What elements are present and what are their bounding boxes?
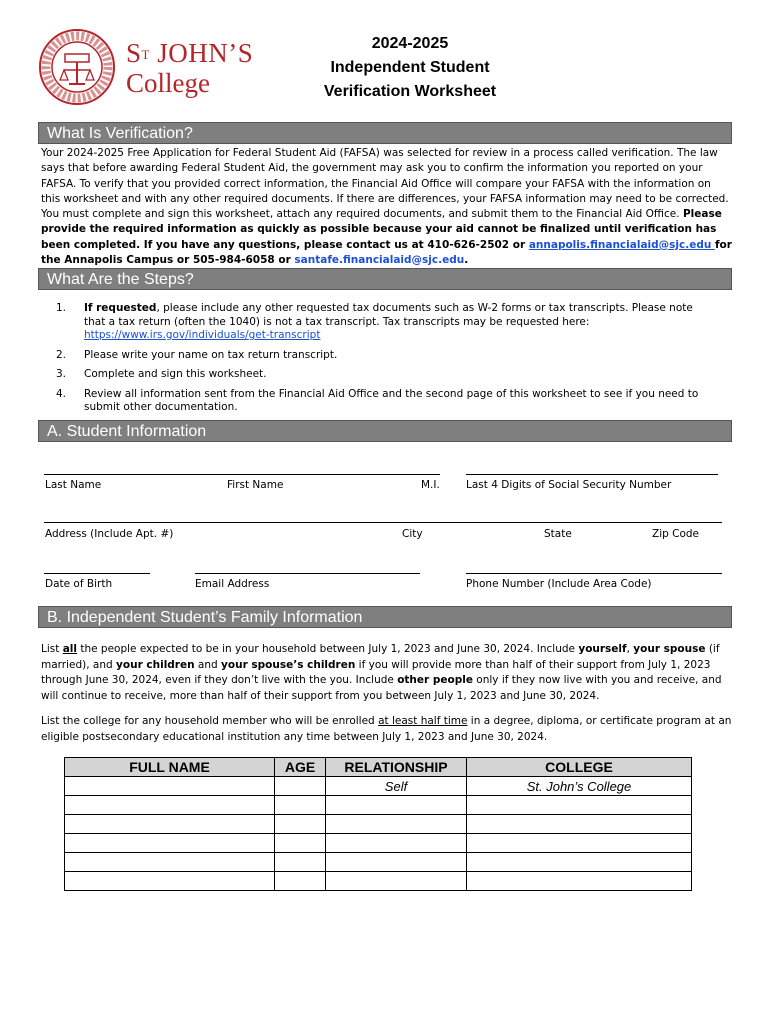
verification-bold-2: for the Annapolis Campus or 505-984-6058 or [41, 238, 732, 267]
step-text: Review all information sent from the Financial Aid Office and the second page of this worksheet to see if you need to submit other documentation. [84, 387, 699, 413]
zip-label: Zip Code [652, 528, 699, 540]
family-emphasis: your spouse [633, 643, 706, 655]
verification-bold-1: Please provide the required information as quickly as possible because your aid cannot be finalized until verification has been completed. If you have any questions, please contact us at 410-626-2502 or [41, 208, 722, 251]
relationship-cell[interactable]: Self [326, 777, 467, 796]
dob-line[interactable] [44, 573, 150, 574]
state-label: State [544, 528, 572, 540]
family-paragraph-1 [41, 642, 733, 704]
annapolis-email-link[interactable]: annapolis.financialaid@sjc.edu [528, 238, 715, 251]
title-line2: Independent Student [330, 59, 490, 76]
section-header-family-info: B. Independent Student’s Family Information [38, 606, 732, 628]
age-cell[interactable] [275, 872, 326, 891]
college-cell[interactable]: St. John’s College [467, 777, 692, 796]
college-seal-logo [38, 28, 116, 106]
college-cell[interactable] [467, 796, 692, 815]
table-row [65, 777, 692, 796]
family-text: if you will provide more than half of their support from July 1, 2023 through June 30, 2024, even if they don’t live with the you. Include [41, 658, 711, 686]
header-full-name: FULL NAME [65, 758, 275, 777]
step-text: Please write your name on tax return transcript. [84, 348, 338, 361]
ssn-line[interactable] [466, 474, 718, 475]
steps-list [56, 302, 716, 421]
table-row [65, 815, 692, 834]
household-table [64, 757, 692, 891]
title-line3: Verification Worksheet [323, 83, 497, 100]
santafe-email-link[interactable]: santafe.financialaid@sjc.edu [294, 254, 465, 267]
title-year: 2024-2025 [371, 35, 449, 52]
step-number: 3. [56, 368, 67, 380]
header-age: AGE [275, 758, 326, 777]
email-line[interactable] [195, 573, 420, 574]
irs-transcript-link[interactable]: https://www.irs.gov/individuals/get-transcript [84, 329, 321, 341]
family-emphasis: yourself [578, 643, 627, 655]
full-name-cell[interactable] [65, 777, 275, 796]
age-cell[interactable] [275, 853, 326, 872]
table-row [65, 872, 692, 891]
full-name-cell[interactable] [65, 796, 275, 815]
age-cell[interactable] [275, 777, 326, 796]
step-item-4 [56, 388, 716, 415]
last-name-label: Last Name [45, 479, 102, 491]
family-emphasis: your spouse’s children [221, 658, 356, 671]
college-cell[interactable] [467, 853, 692, 872]
step-item-1 [56, 302, 716, 343]
section-header-student-info: A. Student Information [38, 420, 732, 442]
college-wordmark: $S^T$ JOHN’S College [126, 38, 254, 98]
city-label: City [402, 528, 423, 540]
full-name-cell[interactable] [65, 815, 275, 834]
section-header-verification: What Is Verification? [38, 122, 732, 144]
family-text: List the college for any household member who will be enrolled [41, 715, 379, 727]
header-college: COLLEGE [467, 758, 692, 777]
college-cell[interactable] [467, 815, 692, 834]
table-row [65, 853, 692, 872]
address-label: Address (Include Apt. #) [45, 528, 174, 540]
table-header-row [65, 758, 692, 777]
mi-label: M.I. [421, 479, 440, 491]
step-bold: If requested [84, 302, 157, 314]
relationship-cell[interactable] [326, 872, 467, 891]
family-emphasis: your children [116, 658, 195, 671]
full-name-cell[interactable] [65, 834, 275, 853]
family-text: (if married), and [41, 643, 720, 671]
family-text: and [194, 658, 222, 671]
family-paragraph-2 [41, 713, 733, 745]
step-text: Complete and sign this worksheet. [84, 368, 267, 380]
age-cell[interactable] [275, 815, 326, 834]
age-cell[interactable] [275, 796, 326, 815]
full-name-cell[interactable] [65, 872, 275, 891]
family-emphasis-all: all [62, 643, 77, 655]
step-number: 2. [56, 348, 67, 361]
relationship-cell[interactable] [326, 815, 467, 834]
first-name-label: First Name [227, 479, 284, 491]
verification-bold-3: . [464, 254, 469, 267]
college-cell[interactable] [467, 834, 692, 853]
header-relationship: RELATIONSHIP [326, 758, 467, 777]
verification-body: Your 2024-2025 Free Application for Federal Student Aid (FAFSA) was selected for review in a process called verification. The law says that before awarding Federal Student Aid, the government may ask you to confirm the information you reported on your FAFSA. To verify that you provided correct information, the Financial Aid Office will compare your FAFSA with the information on this worksheet and with any other required documents. If there are differences, your FAFSA information may need to be corrected. You must complete and sign this worksheet, attach any required documents, and submit them to the Financial Aid Office. [41, 147, 729, 221]
worksheet-title [300, 32, 520, 104]
step-number: 4. [56, 387, 67, 400]
email-label: Email Address [195, 578, 270, 590]
relationship-cell[interactable] [326, 834, 467, 853]
family-text: List [41, 643, 63, 655]
section-header-steps: What Are the Steps? [38, 268, 732, 290]
family-text: only if they now live with you and receive, and will continue to receive, more than half of their support from you between July 1, 2023 and June 30, 2024. [41, 674, 722, 702]
table-row [65, 796, 692, 815]
college-cell[interactable] [467, 872, 692, 891]
step-item-2 [56, 349, 716, 363]
ssn-label: Last 4 Digits of Social Security Number [466, 479, 672, 491]
address-line[interactable] [44, 522, 722, 523]
age-cell[interactable] [275, 834, 326, 853]
step-text: , please include any other requested tax documents such as W-2 forms or tax transcripts. Please note that a tax return (often the 1040) is not a tax transcript. Tax transcripts may be requested here: [84, 302, 693, 328]
table-row [65, 834, 692, 853]
family-text: the people expected to be in your household between July 1, 2023 and June 30, 2024. Include [77, 643, 579, 655]
dob-label: Date of Birth [45, 578, 113, 590]
verification-paragraph [41, 146, 733, 268]
name-line[interactable] [44, 474, 440, 475]
logo-college-word: College [126, 68, 210, 98]
full-name-cell[interactable] [65, 853, 275, 872]
step-number: 1. [56, 302, 67, 314]
family-text: in a degree, diploma, or certificate program at an eligible postsecondary educational institution any time between July 1, 2023 and June 30, 2024. [41, 715, 732, 743]
phone-line[interactable] [466, 573, 722, 574]
phone-label: Phone Number (Include Area Code) [466, 578, 652, 590]
family-emphasis-half-time: at least half time [378, 715, 468, 727]
family-emphasis: other people [397, 674, 473, 686]
relationship-cell[interactable] [326, 853, 467, 872]
relationship-cell[interactable] [326, 796, 467, 815]
family-text: , [626, 643, 634, 655]
step-item-3 [56, 368, 716, 382]
